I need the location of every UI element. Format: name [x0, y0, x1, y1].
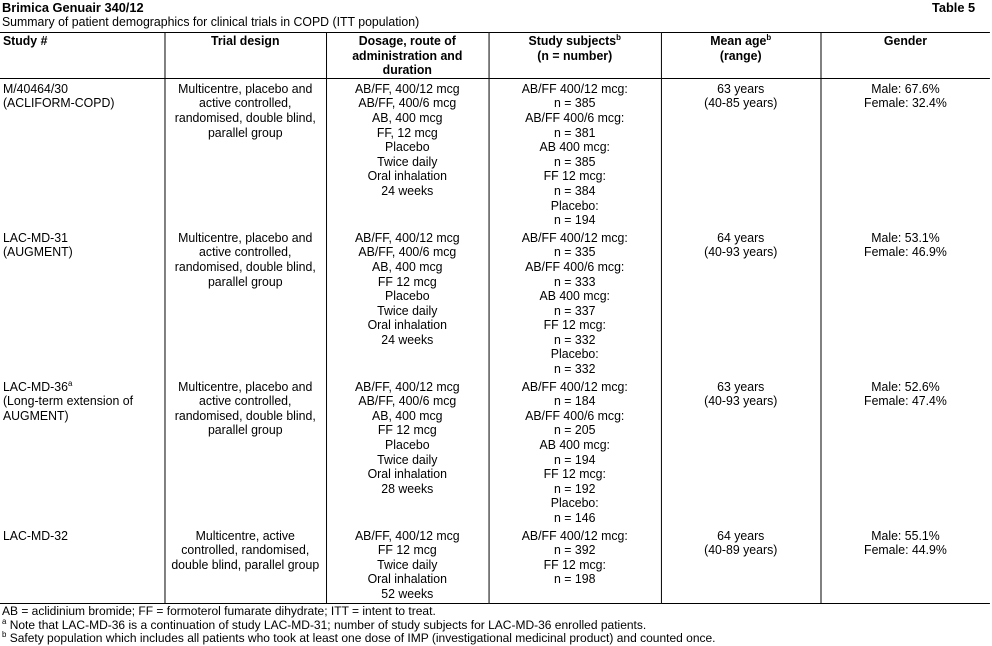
cell-line: n = 194 — [554, 213, 596, 228]
cell-line: AB, 400 mcg — [372, 259, 443, 274]
cell-line: double blind, parallel group — [171, 557, 320, 572]
cell-line: Male: 67.6% — [871, 81, 940, 96]
cell-line: 52 weeks — [381, 586, 434, 601]
cell-line: (Long-term extension of — [2, 394, 133, 409]
cell-line: AB, 400 mcg — [372, 110, 443, 125]
cell-line: parallel group — [207, 274, 283, 289]
table-row — [0, 526, 990, 604]
cell-line: AB/FF, 400/12 mcg — [354, 379, 460, 394]
table-row — [0, 228, 990, 377]
cell-line: Placebo: — [550, 496, 599, 511]
cell-line: Multicentre, placebo and — [178, 81, 313, 96]
cell-line: AB/FF 400/12 mcg: — [521, 379, 628, 394]
cell-line: parallel group — [207, 423, 283, 438]
cell-line: Male: 53.1% — [871, 230, 940, 245]
footnote-b: $^b$ Safety population which includes all patients who took at least one dose of IMP (investigational medicinal product) and counted once. — [1, 630, 716, 646]
cell-line: AB/FF 400/12 mcg: — [521, 230, 628, 245]
cell-line: (40-85 years) — [704, 96, 778, 111]
cell-line: Placebo: — [550, 198, 599, 213]
cell-line: FF 12 mcg — [377, 543, 437, 558]
cell-line: 64 years — [717, 230, 765, 245]
column-header-study: Study # — [0, 33, 164, 79]
column-header-gender: Gender — [821, 33, 990, 79]
table-caption: Summary of patient demographics for clinical trials in COPD (ITT population) — [1, 15, 420, 29]
cell-line: parallel group — [207, 125, 283, 140]
cell-line: AB/FF 400/12 mcg: — [521, 528, 628, 543]
column-header-design: Trial design — [164, 33, 326, 79]
footnote-a: $^a$ Note that LAC-MD-36 is a continuation of study LAC-MD-31; number of study subjects for LAC-MD-36 enrolled patients. — [1, 616, 647, 632]
cell-dosage — [326, 78, 489, 227]
cell-line: n = 381 — [554, 125, 596, 140]
cell-line: Multicentre, active — [195, 528, 295, 543]
cell-line: AUGMENT) — [2, 408, 69, 423]
cell-line: AB 400 mcg: — [539, 438, 610, 453]
cell-mean-age — [661, 78, 821, 227]
table-header-row — [0, 33, 990, 79]
cell-mean-age — [661, 377, 821, 526]
cell-line: AB/FF, 400/6 mcg — [358, 245, 457, 260]
cell-line: Twice daily — [377, 303, 438, 318]
cell-line: n = 198 — [554, 572, 596, 587]
cell-line: n = 385 — [554, 154, 596, 169]
cell-study-subjects — [489, 526, 661, 604]
cell-line: active controlled, — [199, 96, 292, 111]
cell-line: randomised, double blind, — [174, 408, 316, 423]
cell-line: Oral inhalation — [367, 169, 447, 184]
cell-dosage — [326, 526, 489, 604]
cell-study-subjects — [489, 377, 661, 526]
cell-line: 63 years — [717, 81, 765, 96]
cell-line: AB/FF 400/6 mcg: — [525, 259, 625, 274]
cell-line: Female: 32.4% — [864, 96, 947, 111]
cell-gender — [821, 78, 990, 227]
cell-line: n = 337 — [554, 303, 596, 318]
cell-line: (40-89 years) — [704, 543, 778, 558]
cell-line: (AUGMENT) — [2, 245, 73, 260]
cell-line: Female: 44.9% — [864, 543, 947, 558]
cell-line: FF 12 mcg: — [543, 467, 606, 482]
cell-line: Twice daily — [377, 452, 438, 467]
cell-line: 63 years — [717, 379, 765, 394]
cell-line: FF 12 mcg: — [543, 318, 606, 333]
column-header-dosage: Dosage, route of administration and duration — [326, 33, 489, 79]
cell-mean-age — [661, 526, 821, 604]
cell-line: Placebo — [385, 438, 430, 453]
cell-line: Placebo: — [550, 347, 599, 362]
cell-line: Twice daily — [377, 154, 438, 169]
cell-trial-design — [164, 228, 326, 377]
cell-study — [0, 377, 164, 526]
cell-line: controlled, randomised, — [181, 543, 310, 558]
column-header-subjects: Study subjects$^b$ (n = number) — [489, 33, 661, 79]
cell-line: active controlled, — [199, 394, 292, 409]
cell-study — [0, 78, 164, 227]
cell-dosage — [326, 228, 489, 377]
cell-line: AB/FF, 400/12 mcg — [354, 81, 460, 96]
cell-line: n = 146 — [554, 511, 596, 525]
cell-line: Male: 52.6% — [871, 379, 940, 394]
document-title: Brimica Genuair 340/12 — [1, 0, 144, 15]
cell-line: FF 12 mcg — [377, 274, 437, 289]
cell-line: n = 333 — [554, 274, 596, 289]
cell-line: AB/FF, 400/12 mcg — [354, 230, 460, 245]
cell-line: AB/FF, 400/6 mcg — [358, 394, 457, 409]
cell-line: FF 12 mcg: — [543, 557, 606, 572]
cell-gender — [821, 228, 990, 377]
cell-line: Placebo — [385, 289, 430, 304]
cell-line: Placebo — [385, 140, 430, 155]
cell-line: LAC-MD-36$^a$ — [2, 378, 73, 394]
cell-study — [0, 526, 164, 604]
cell-line: AB 400 mcg: — [539, 289, 610, 304]
cell-line: FF 12 mcg — [377, 423, 437, 438]
cell-line: randomised, double blind, — [174, 110, 316, 125]
cell-dosage — [326, 377, 489, 526]
cell-trial-design — [164, 526, 326, 604]
cell-line: (40-93 years) — [704, 394, 778, 409]
cell-line: Male: 55.1% — [871, 528, 940, 543]
cell-line: n = 192 — [554, 481, 596, 496]
cell-line: AB/FF, 400/12 mcg — [354, 528, 460, 543]
cell-trial-design — [164, 377, 326, 526]
cell-gender — [821, 526, 990, 604]
table-label: Table 5 — [931, 0, 976, 15]
cell-line: FF 12 mcg: — [543, 169, 606, 184]
cell-line: Female: 46.9% — [864, 245, 947, 260]
cell-line: n = 332 — [554, 362, 596, 377]
cell-line: AB, 400 mcg — [372, 408, 443, 423]
cell-line: n = 194 — [554, 452, 596, 467]
cell-line: AB/FF 400/6 mcg: — [525, 110, 625, 125]
cell-line: AB/FF 400/6 mcg: — [525, 408, 625, 423]
cell-line: Twice daily — [377, 557, 438, 572]
cell-line: 24 weeks — [381, 332, 434, 347]
cell-line: randomised, double blind, — [174, 259, 316, 274]
cell-line: n = 335 — [554, 245, 596, 260]
cell-line: 24 weeks — [381, 183, 434, 198]
cell-line: 28 weeks — [381, 481, 434, 496]
cell-study-subjects — [489, 228, 661, 377]
cell-line: 64 years — [717, 528, 765, 543]
table-row — [0, 377, 990, 526]
cell-line: AB 400 mcg: — [539, 140, 610, 155]
cell-line: M/40464/30 — [2, 81, 68, 96]
document-header — [0, 0, 977, 15]
cell-line: active controlled, — [199, 245, 292, 260]
cell-trial-design — [164, 78, 326, 227]
cell-line: FF, 12 mcg — [376, 125, 438, 140]
cell-line: (40-93 years) — [704, 245, 778, 260]
cell-line: n = 184 — [554, 394, 596, 409]
cell-line: n = 205 — [554, 423, 596, 438]
cell-line: n = 392 — [554, 543, 596, 558]
cell-line: (ACLIFORM-COPD) — [2, 96, 115, 111]
cell-line: AB/FF, 400/6 mcg — [358, 96, 457, 111]
cell-line: AB/FF 400/12 mcg: — [521, 81, 628, 96]
footnote-marker: a — [67, 378, 73, 388]
cell-line: Multicentre, placebo and — [178, 379, 313, 394]
column-header-age: Mean age$^b$ (range) — [661, 33, 821, 79]
cell-line: LAC-MD-32 — [2, 528, 68, 543]
cell-line: Oral inhalation — [367, 467, 447, 482]
demographics-table — [0, 32, 990, 604]
cell-line: Oral inhalation — [367, 318, 447, 333]
cell-study — [0, 228, 164, 377]
cell-line: Female: 47.4% — [864, 394, 947, 409]
cell-study-subjects — [489, 78, 661, 227]
cell-line: Oral inhalation — [367, 572, 447, 587]
cell-line: Multicentre, placebo and — [178, 230, 313, 245]
cell-line: n = 384 — [554, 183, 596, 198]
cell-gender — [821, 377, 990, 526]
cell-line: LAC-MD-31 — [2, 230, 68, 245]
footnote-abbreviations: AB = aclidinium bromide; FF = formoterol fumarate dihydrate; ITT = intent to treat. — [1, 604, 436, 619]
cell-line: n = 385 — [554, 96, 596, 111]
table-row — [0, 78, 990, 227]
cell-line: n = 332 — [554, 332, 596, 347]
cell-mean-age — [661, 228, 821, 377]
table-footnotes — [0, 605, 977, 646]
